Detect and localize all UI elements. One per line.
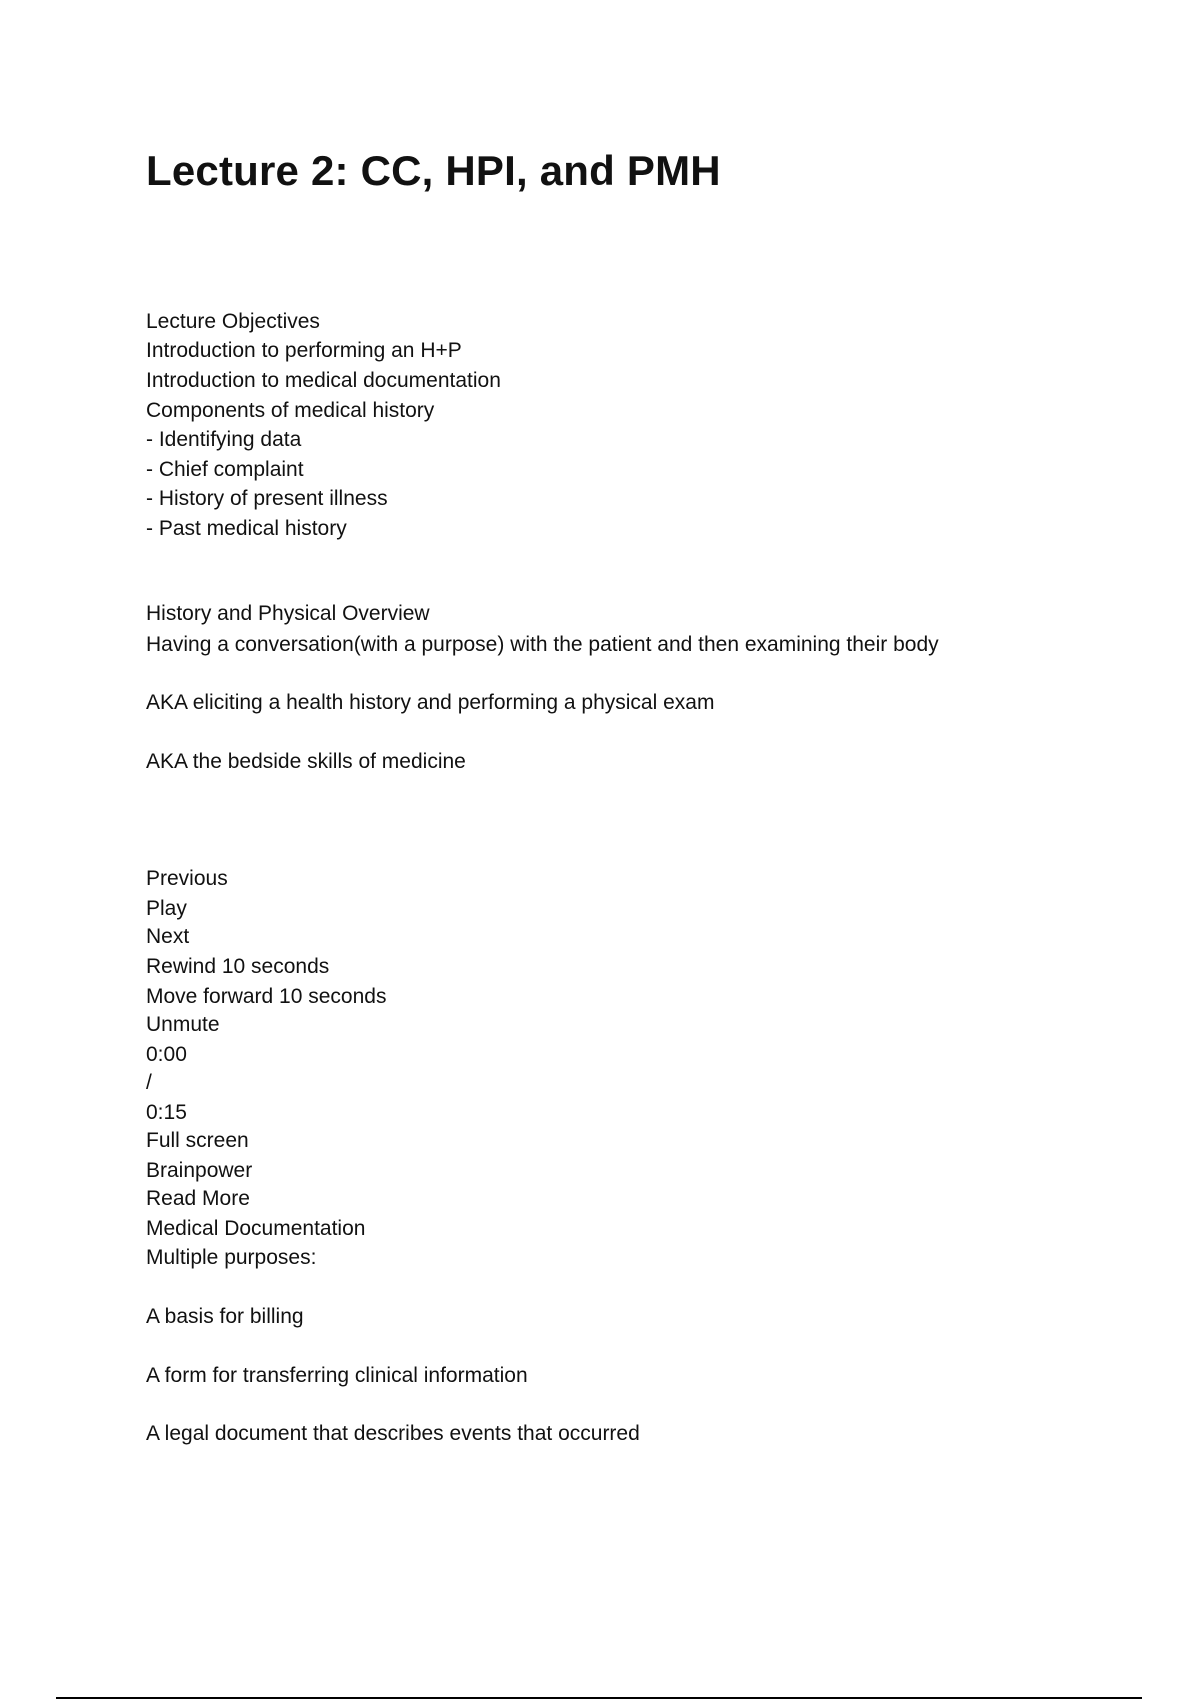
duration: 0:15 xyxy=(146,1101,187,1124)
overview-paragraph: Having a conversation(with a purpose) with the patient and then examining their body xyxy=(146,633,939,656)
page-title: Lecture 2: CC, HPI, and PMH xyxy=(146,147,721,194)
objectives-heading: Lecture Objectives xyxy=(146,310,320,333)
objective-subitem: - Chief complaint xyxy=(146,458,304,481)
objective-subitem: - History of present illness xyxy=(146,487,388,510)
documentation-heading: Medical Documentation xyxy=(146,1217,366,1240)
previous-button[interactable]: Previous xyxy=(146,867,228,890)
forward-button[interactable]: Move forward 10 seconds xyxy=(146,985,387,1008)
time-separator: / xyxy=(146,1071,152,1094)
objective-item: Introduction to performing an H+P xyxy=(146,339,462,362)
objective-subitem: - Past medical history xyxy=(146,517,347,540)
documentation-purpose: A form for transferring clinical information xyxy=(146,1364,528,1387)
play-button[interactable]: Play xyxy=(146,897,187,920)
unmute-button[interactable]: Unmute xyxy=(146,1013,220,1036)
objective-subitem: - Identifying data xyxy=(146,428,302,451)
brand-label: Brainpower xyxy=(146,1159,253,1182)
objective-item: Introduction to medical documentation xyxy=(146,369,501,392)
read-more-link[interactable]: Read More xyxy=(146,1187,250,1210)
objective-item: Components of medical history xyxy=(146,399,435,422)
documentation-purpose: A basis for billing xyxy=(146,1305,304,1328)
page-bottom-divider xyxy=(56,1697,1142,1699)
documentation-intro: Multiple purposes: xyxy=(146,1246,317,1269)
documentation-purpose: A legal document that describes events that occurred xyxy=(146,1422,640,1445)
fullscreen-button[interactable]: Full screen xyxy=(146,1129,249,1152)
overview-paragraph: AKA the bedside skills of medicine xyxy=(146,750,466,773)
overview-heading: History and Physical Overview xyxy=(146,602,430,625)
next-button[interactable]: Next xyxy=(146,925,190,948)
rewind-button[interactable]: Rewind 10 seconds xyxy=(146,955,330,978)
overview-paragraph: AKA eliciting a health history and performing a physical exam xyxy=(146,691,715,714)
current-time: 0:00 xyxy=(146,1043,187,1066)
